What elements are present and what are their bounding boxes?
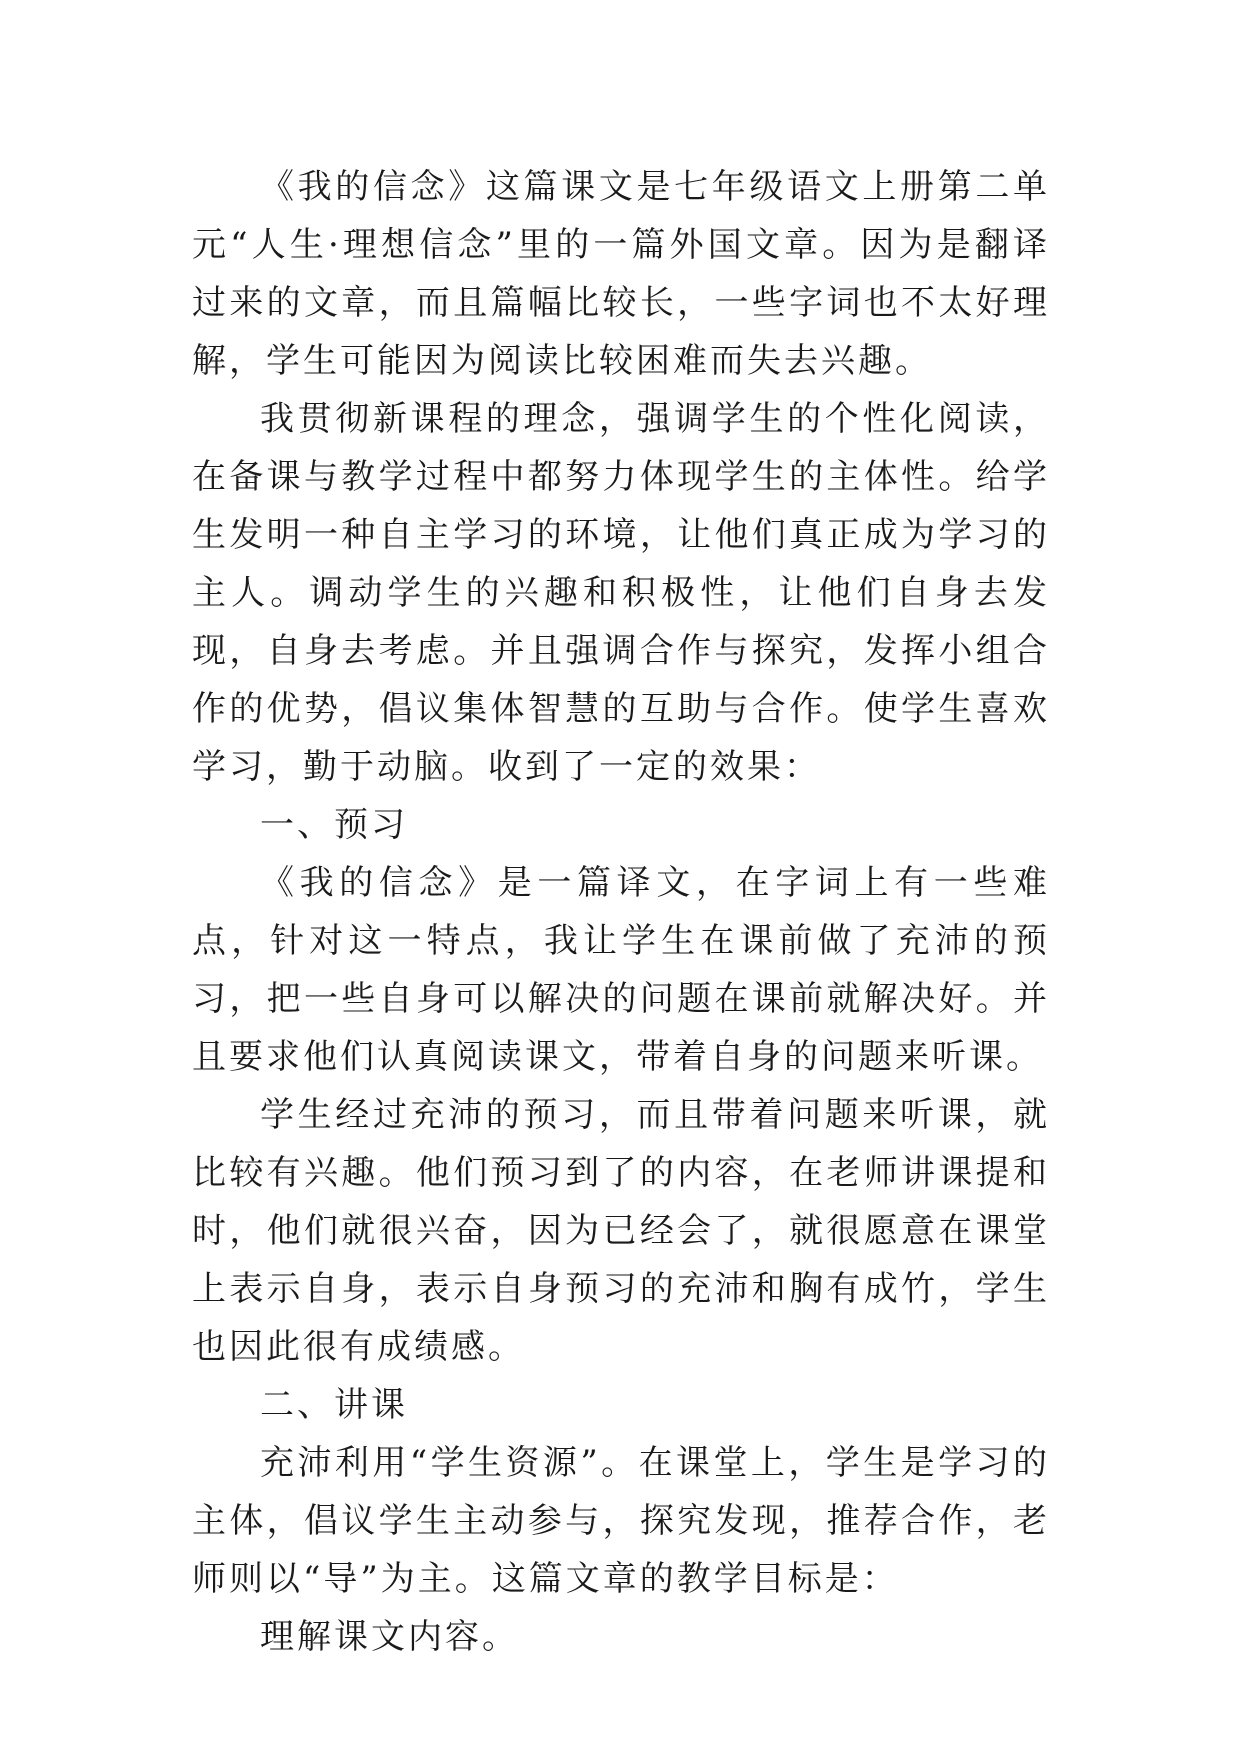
document-body [192,158,1050,1666]
paragraph-student-resources: 充沛利用“学生资源”。在课堂上，学生是学习的主体，倡议学生主动参与，探究发现，推荐合作，老师则以“导”为主。这篇文章的教学目标是： [192,1443,1050,1599]
paragraph-teaching-goal: 理解课文内容。 [260,1617,519,1657]
paragraph-intro: 《我的信念》这篇课文是七年级语文上册第二单元“人生·理想信念”里的一篇外国文章。因为是翻译过来的文章，而且篇幅比较长，一些字词也不太好理解，学生可能因为阅读比较困难而失去兴趣。 [192,167,1050,381]
section-heading-lecture: 二、讲课 [260,1385,408,1425]
paragraph-preview-description: 《我的信念》是一篇译文，在字词上有一些难点，针对这一特点，我让学生在课前做了充沛的预习，把一些自身可以解决的问题在课前就解决好。并且要求他们认真阅读课文，带着自身的问题来听课。 [192,863,1050,1077]
paragraph-teaching-philosophy: 我贯彻新课程的理念，强调学生的个性化阅读，在备课与教学过程中都努力体现学生的主体性。给学生发明一种自主学习的环境，让他们真正成为学习的主人。调动学生的兴趣和积极性，让他们自身去发现，自身去考虑。并且强调合作与探究，发挥小组合作的优势，倡议集体智慧的互助与合作。使学生喜欢学习，勤于动脑。收到了一定的效果： [192,399,1050,787]
section-heading-preview: 一、预习 [260,805,408,845]
paragraph-preview-effect: 学生经过充沛的预习，而且带着问题来听课，就比较有兴趣。他们预习到了的内容，在老师讲课提和时，他们就很兴奋，因为已经会了，就很愿意在课堂上表示自身，表示自身预习的充沛和胸有成竹，学生也因此很有成绩感。 [192,1095,1050,1367]
